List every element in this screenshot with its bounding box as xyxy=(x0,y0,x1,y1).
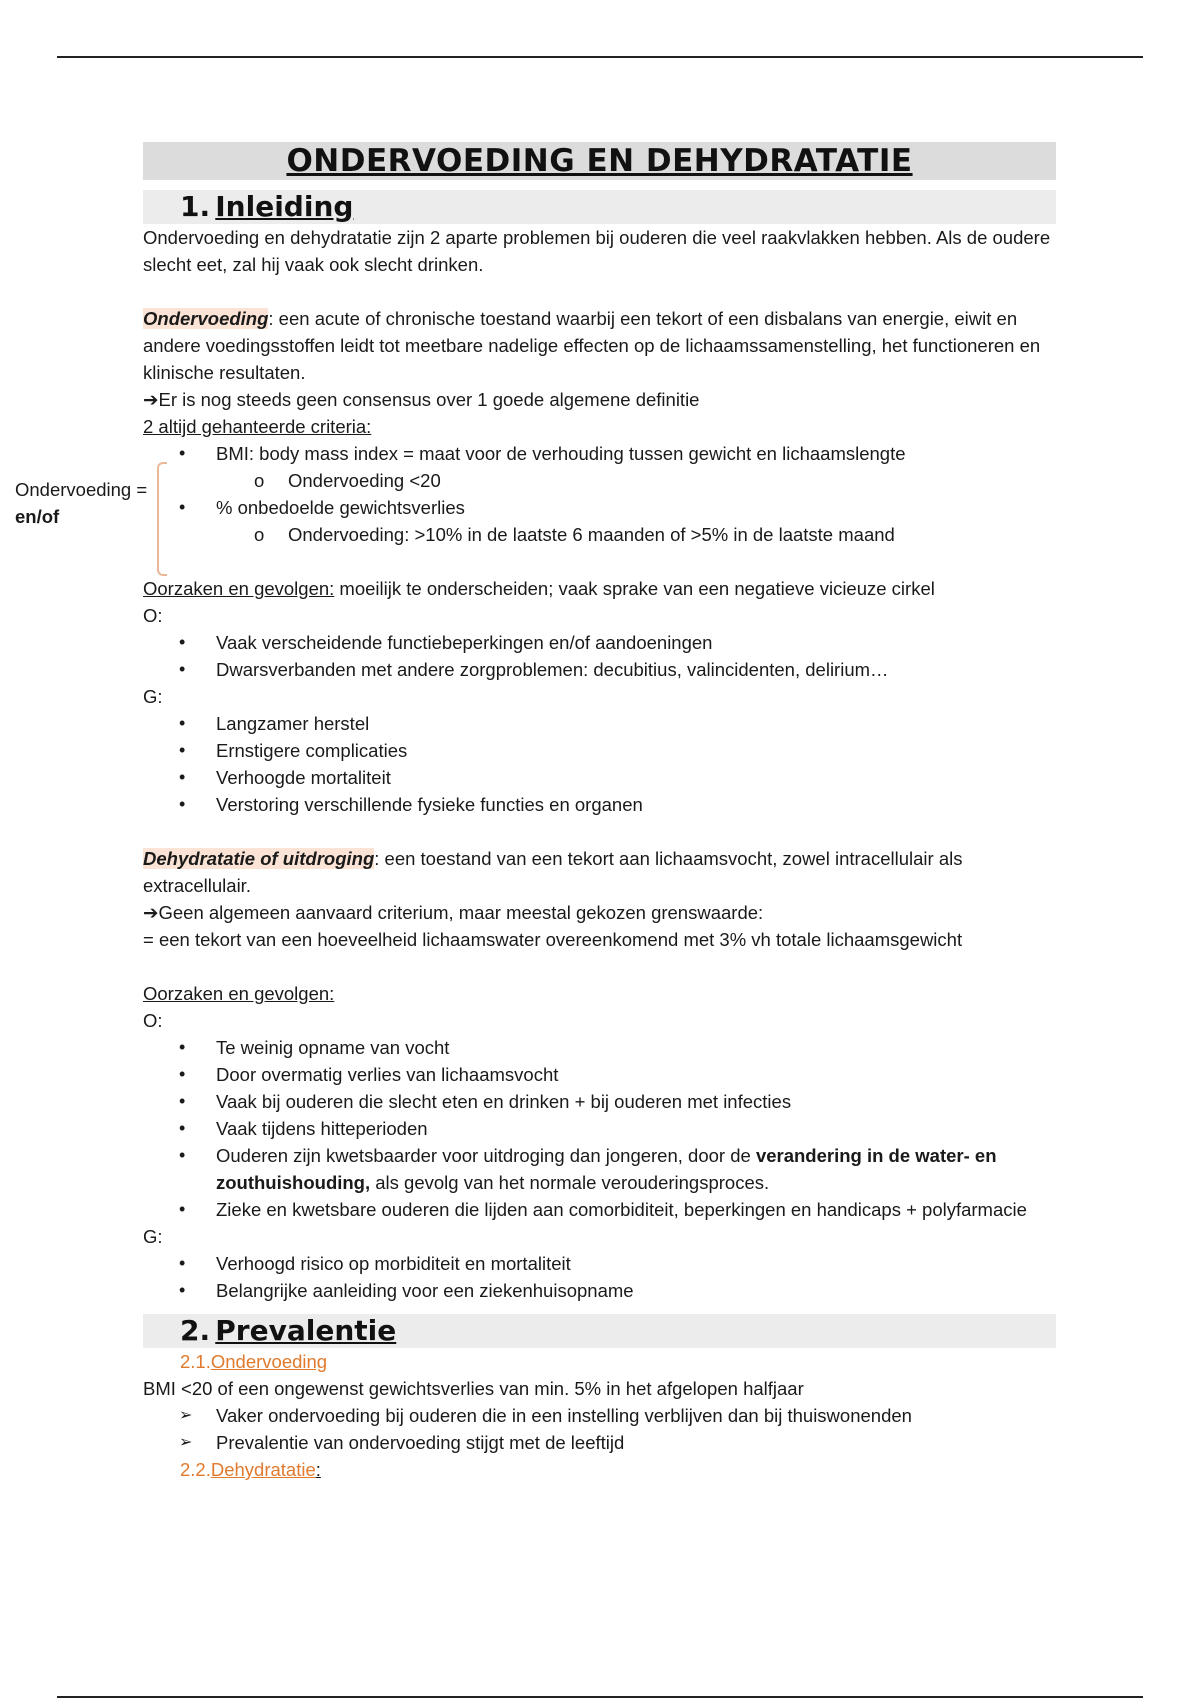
section-1-title: Inleiding xyxy=(215,190,354,223)
page-title: ONDERVOEDING EN DEHYDRATATIE xyxy=(286,143,913,179)
section-2-title: Prevalentie xyxy=(215,1314,397,1347)
causes-heading-2: Oorzaken en gevolgen: xyxy=(143,983,335,1004)
criteria-list xyxy=(143,440,1056,548)
list-item: ➢ Vaker ondervoeding bij ouderen die in een instelling verblijven dan bij thuiswonenden xyxy=(143,1402,1056,1429)
list-item: ➢ Prevalentie van ondervoeding stijgt met de leeftijd xyxy=(143,1429,1056,1456)
side-note xyxy=(15,476,147,530)
causes-o-label-2: O: xyxy=(143,1010,163,1031)
list-item: • Verhoogd risico op morbiditeit en mortaliteit xyxy=(143,1250,1056,1277)
list-item: • Ernstigere complicaties xyxy=(143,737,1056,764)
dehydratatie-definition: Dehydratatie of uitdroging: een toestand van een tekort aan lichaamsvocht, zowel intracellulair als extracellulair. xyxy=(143,848,963,896)
causes-g-label-2: G: xyxy=(143,1226,163,1247)
list-subitem: o Ondervoeding <20 xyxy=(143,467,1056,494)
subsection-2-1-heading: 2.1.Ondervoeding xyxy=(180,1351,328,1372)
list-item: • % onbedoelde gewichtsverlies o Ondervoeding: >10% in de laatste 6 maanden of >5% in de laatste maand xyxy=(143,494,1056,548)
title-bar xyxy=(143,142,1056,180)
causes-g-label: G: xyxy=(143,686,163,707)
subsection-2-2-heading: 2.2.Dehydratatie: xyxy=(180,1459,321,1480)
causes-o-label: O: xyxy=(143,605,163,626)
header-rule xyxy=(57,56,1143,58)
subsection-2-1-text: BMI <20 of een ongewenst gewichtsverlies van min. 5% in het afgelopen halfjaar xyxy=(143,1378,804,1399)
side-note-line1: Ondervoeding = xyxy=(15,479,148,500)
list-item: • Vaak bij ouderen die slecht eten en drinken + bij ouderen met infecties xyxy=(143,1088,1056,1115)
criteria-label: 2 altijd gehanteerde criteria: xyxy=(143,416,372,437)
prevalence-list xyxy=(143,1402,1056,1456)
list-item: • Te weinig opname van vocht xyxy=(143,1034,1056,1061)
causes-list-g xyxy=(143,710,1056,818)
causes-list-g-2 xyxy=(143,1250,1056,1304)
criterium-definition: = een tekort van een hoeveelheid lichaamswater overeenkomend met 3% vh totale lichaamsgewicht xyxy=(143,929,963,950)
list-item: • Vaak tijdens hitteperioden xyxy=(143,1115,1056,1142)
list-item: • BMI: body mass index = maat voor de verhouding tussen gewicht en lichaamslengte o Ondervoeding <20 xyxy=(143,440,1056,494)
causes-heading-1: Oorzaken en gevolgen: moeilijk te onderscheiden; vaak sprake van een negatieve vicieuze cirkel xyxy=(143,578,935,599)
consensus-note: ➔Er is nog steeds geen consensus over 1 goede algemene definitie xyxy=(143,389,700,410)
section-2-number: 2. xyxy=(180,1314,211,1347)
footer-rule xyxy=(57,1696,1143,1698)
dehydratatie-term: Dehydratatie of uitdroging xyxy=(143,848,375,869)
list-item: • Verhoogde mortaliteit xyxy=(143,764,1056,791)
list-item: • Langzamer herstel xyxy=(143,710,1056,737)
section-2-heading xyxy=(143,1314,1056,1348)
causes-list-o xyxy=(143,629,1056,683)
list-item: • Belangrijke aanleiding voor een ziekenhuisopname xyxy=(143,1277,1056,1304)
criterium-note: ➔Geen algemeen aanvaard criterium, maar meestal gekozen grenswaarde: xyxy=(143,902,764,923)
ondervoeding-definition: Ondervoeding: een acute of chronische toestand waarbij een tekort of een disbalans van energie, eiwit en andere voedingsstoffen leidt tot meetbare nadelige effecten op de lichaamssamenstelling, het functioneren en klinische resultaten. xyxy=(143,308,1041,383)
list-subitem: o Ondervoeding: >10% in de laatste 6 maanden of >5% in de laatste maand xyxy=(143,521,1056,548)
list-item: • Verstoring verschillende fysieke functies en organen xyxy=(143,791,1056,818)
intro-paragraph: Ondervoeding en dehydratatie zijn 2 aparte problemen bij ouderen die veel raakvlakken hebben. Als de oudere slecht eet, zal hij vaak ook slecht drinken. xyxy=(143,227,1051,275)
section-1-number: 1. xyxy=(180,190,211,223)
list-item: • Ouderen zijn kwetsbaarder voor uitdroging dan jongeren, door de verandering in de water- en zouthuishouding, als gevolg van het normale verouderingsproces. xyxy=(143,1142,1056,1196)
section-1-heading xyxy=(143,190,1056,224)
causes-list-o-2 xyxy=(143,1034,1056,1223)
list-item: • Zieke en kwetsbare ouderen die lijden aan comorbiditeit, beperkingen en handicaps + polyfarmacie xyxy=(143,1196,1056,1223)
side-note-line2: en/of xyxy=(15,506,60,527)
ondervoeding-term: Ondervoeding xyxy=(143,308,269,329)
list-item: • Vaak verscheidende functiebeperkingen en/of aandoeningen xyxy=(143,629,1056,656)
list-item: • Dwarsverbanden met andere zorgproblemen: decubitius, valincidenten, delirium… xyxy=(143,656,1056,683)
list-item: • Door overmatig verlies van lichaamsvocht xyxy=(143,1061,1056,1088)
document-body xyxy=(143,142,1056,1483)
